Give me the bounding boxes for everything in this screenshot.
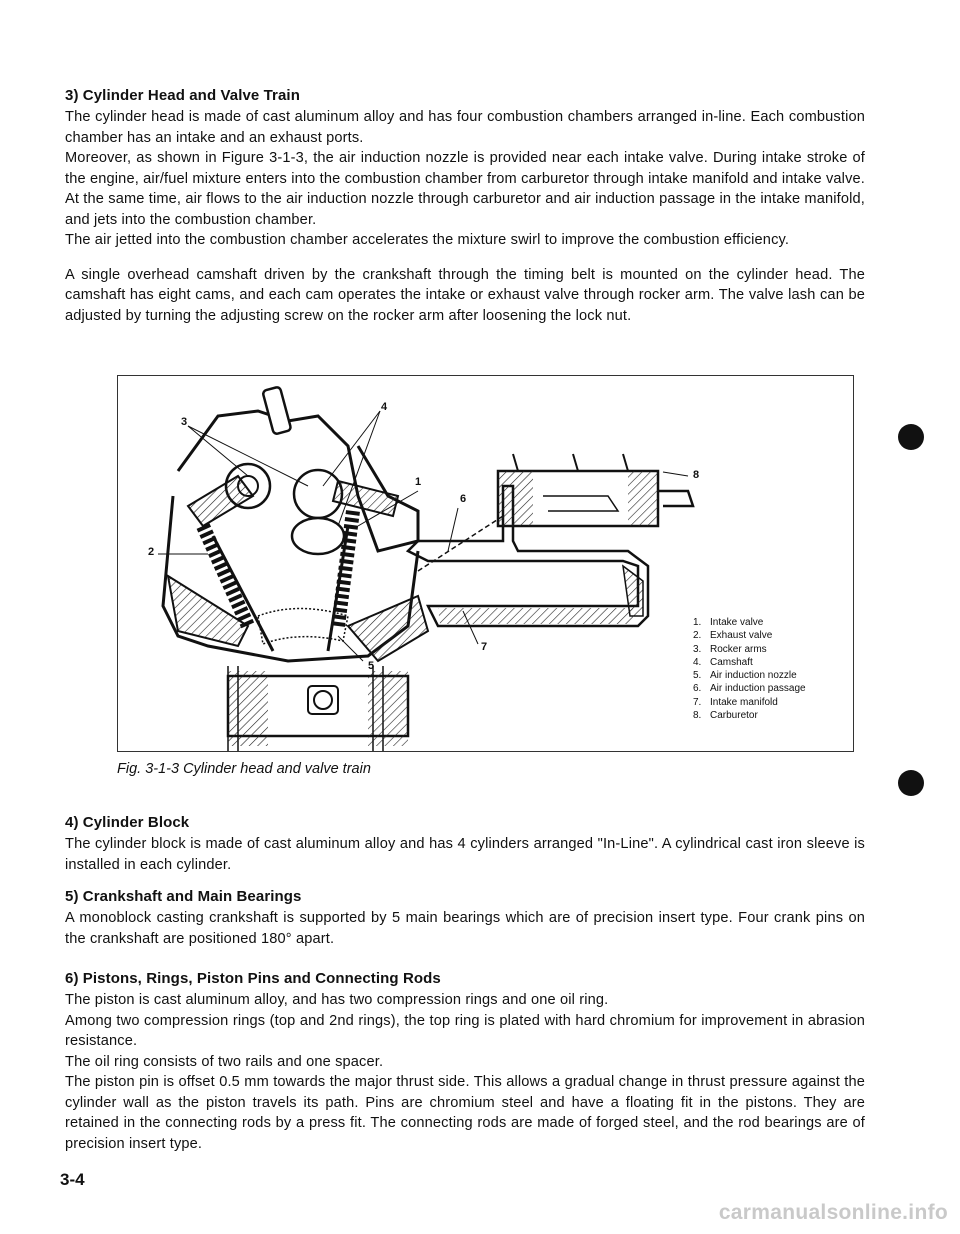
legend-item: 4. Camshaft	[693, 656, 753, 668]
legend-item: 6. Air induction passage	[693, 683, 806, 695]
paragraph: A single overhead camshaft driven by the crankshaft through the timing belt is mounted on the cylinder head. The camshaft has eight cams, and each cam operates the intake or exhaust valve through rocker arm. The valve lash can be adjusted by turning the adjusting screw on the rocker arm after loosening the lock nut.	[65, 266, 865, 324]
callout-label: 1	[415, 476, 422, 488]
section-heading: 6) Pistons, Rings, Piston Pins and Connecting Rods	[65, 970, 441, 987]
figure-caption: Fig. 3-1-3 Cylinder head and valve train	[117, 761, 371, 777]
callout-label: 8	[693, 469, 700, 481]
paragraph: The oil ring consists of two rails and one spacer.	[65, 1053, 384, 1070]
section-heading: 4) Cylinder Block	[65, 814, 190, 831]
paragraph: A monoblock casting crankshaft is supported by 5 main bearings which are of precision insert type. Four crank pins on the crankshaft are positioned 180° apart.	[65, 910, 865, 947]
callout-label: 4	[381, 401, 388, 413]
callout-label: 3	[181, 416, 188, 428]
figure-cylinder-head-diagram	[117, 375, 854, 752]
section-cylinder-block	[65, 814, 865, 875]
paragraph: The piston pin is offset 0.5 mm towards the major thrust side. This allows a gradual change in thrust pressure against the cylinder wall as the piston travels its path. Pins are chromium steel and have a floating fit in the pistons. They are retained in the connecting rods by a press fit. The connecting rods are made of forged steel, and the rod bearings are of precision insert type.	[65, 1074, 865, 1152]
binder-hole-mark	[898, 770, 924, 796]
paragraph: The piston is cast aluminum alloy, and has two compression rings and one oil ring.	[65, 992, 609, 1008]
page-number: 3-4	[60, 1170, 85, 1189]
section-crankshaft	[65, 888, 865, 949]
section-heading: 3) Cylinder Head and Valve Train	[65, 87, 300, 104]
paragraph: The air jetted into the combustion chamber accelerates the mixture swirl to improve the combustion efficiency.	[65, 232, 790, 248]
section-heading: 5) Crankshaft and Main Bearings	[65, 888, 302, 905]
watermark: carmanualsonline.info	[718, 1201, 948, 1224]
callout-label: 6	[460, 493, 467, 505]
legend-item: 5. Air induction nozzle	[693, 670, 797, 682]
paragraph: Moreover, as shown in Figure 3-1-3, the air induction nozzle is provided near each intake valve. During intake stroke of the engine, air/fuel mixture enters into the combustion chamber from carburetor through intake manifold and intake valve. At the same time, air flows to the air induction nozzle through carburetor and air induction passage in the intake manifold, and jets into the combustion chamber.	[65, 150, 865, 228]
paragraph: Among two compression rings (top and 2nd rings), the top ring is plated with hard chromium for improvement in abrasion resistance.	[65, 1012, 865, 1049]
section-pistons	[65, 970, 865, 1154]
paragraph: The cylinder head is made of cast aluminum alloy and has four combustion chambers arranged in-line. Each combustion chamber has an intake and an exhaust ports.	[65, 109, 865, 146]
legend-item: 7. Intake manifold	[693, 696, 778, 708]
section-cylinder-head	[65, 87, 865, 326]
paragraph: The cylinder block is made of cast aluminum alloy and has 4 cylinders arranged "In-Line". A cylindrical cast iron sleeve is installed in each cylinder.	[65, 836, 865, 873]
spark-plug	[262, 386, 291, 434]
callout-label: 7	[481, 641, 488, 653]
legend-item: 1. Intake valve	[693, 617, 764, 628]
legend-item: 2. Exhaust valve	[693, 630, 773, 642]
binder-hole-mark	[898, 424, 924, 450]
figure-legend	[693, 616, 806, 722]
legend-item: 3. Rocker arms	[693, 643, 767, 655]
legend-item: 8. Carburetor	[693, 710, 758, 722]
callout-label: 2	[148, 546, 155, 558]
callout-label: 5	[368, 660, 375, 672]
